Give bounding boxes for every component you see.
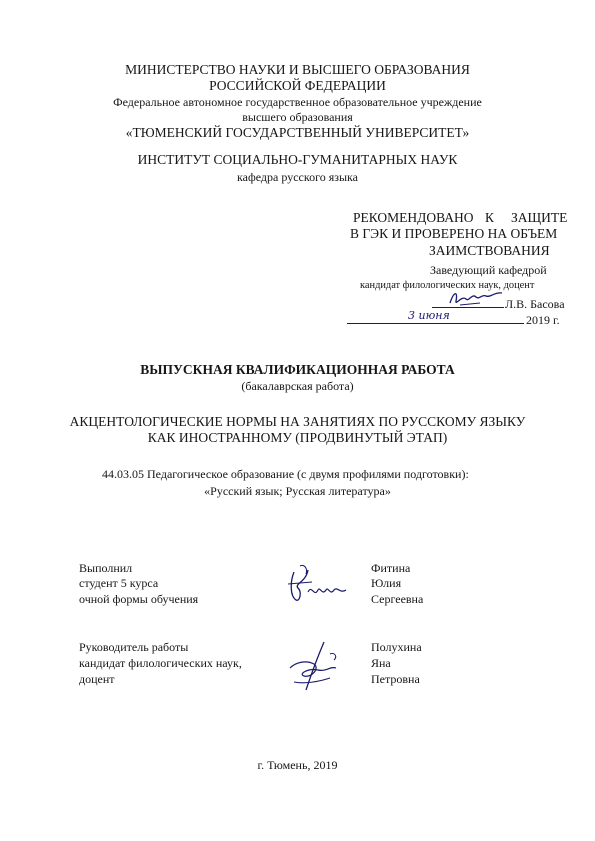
approval-role: Заведующий кафедрой	[430, 263, 547, 277]
city-year: г. Тюмень, 2019	[257, 758, 338, 772]
thesis-title-line-1: АКЦЕНТОЛОГИЧЕСКИЕ НОРМЫ НА ЗАНЯТИЯХ ПО РУССКОМУ ЯЗЫКУ	[69, 414, 526, 429]
approval-degree: кандидат филологических наук, доцент	[360, 280, 535, 291]
supervisor-name: Яна	[371, 656, 391, 670]
head-signature	[446, 287, 506, 309]
specialty-line-2: «Русский язык; Русская литература»	[204, 484, 391, 498]
author-patronymic: Сергеевна	[371, 592, 424, 606]
department-name: кафедра русского языка	[237, 170, 358, 184]
author-label-2: студент 5 курса	[79, 576, 159, 590]
author-name: Юлия	[371, 576, 402, 590]
ministry-line-1: МИНИСТЕРСТВО НАУКИ И ВЫСШЕГО ОБРАЗОВАНИЯ	[125, 62, 470, 77]
author-signature	[284, 562, 354, 608]
approval-line1-word3: ЗАЩИТЕ	[511, 210, 568, 225]
institution-line-1: Федеральное автономное государственное образовательное учреждение	[113, 95, 482, 109]
thesis-type: ВЫПУСКНАЯ КВАЛИФИКАЦИОННАЯ РАБОТА	[140, 362, 455, 377]
date-handwritten: 3 июня	[408, 309, 450, 322]
supervisor-patronymic: Петровна	[371, 672, 420, 686]
approval-line-3: ЗАИМСТВОВАНИЯ	[429, 243, 550, 258]
supervisor-label-1: Руководитель работы	[79, 640, 189, 654]
approval-year: 2019 г.	[526, 313, 560, 327]
approval-line-2: В ГЭК И ПРОВЕРЕНО НА ОБЪЕМ	[350, 226, 558, 241]
specialty-line-1: 44.03.05 Педагогическое образование (с двумя профилями подготовки):	[102, 467, 469, 481]
author-surname: Фитина	[371, 561, 411, 575]
thesis-title-line-2: КАК ИНОСТРАННОМУ (ПРОДВИНУТЫЙ ЭТАП)	[147, 430, 448, 445]
thesis-subtype: (бакалаврская работа)	[241, 379, 354, 393]
head-name: Л.В. Басова	[505, 297, 565, 311]
institute-name: ИНСТИТУТ СОЦИАЛЬНО-ГУМАНИТАРНЫХ НАУК	[137, 152, 458, 167]
institution-line-2: высшего образования	[242, 110, 353, 124]
author-label-3: очной формы обучения	[79, 592, 199, 606]
university-name: «ТЮМЕНСКИЙ ГОСУДАРСТВЕННЫЙ УНИВЕРСИТЕТ»	[125, 125, 470, 140]
supervisor-surname: Полухина	[371, 640, 422, 654]
supervisor-label-2: кандидат филологических наук,	[79, 656, 242, 670]
author-label-1: Выполнил	[79, 561, 133, 575]
supervisor-label-3: доцент	[79, 672, 115, 686]
approval-line1-word1: РЕКОМЕНДОВАНО	[353, 210, 474, 225]
date-line	[347, 323, 524, 324]
approval-line1-word2: К	[485, 210, 495, 225]
ministry-line-2: РОССИЙСКОЙ ФЕДЕРАЦИИ	[209, 78, 386, 93]
supervisor-signature	[284, 638, 354, 696]
